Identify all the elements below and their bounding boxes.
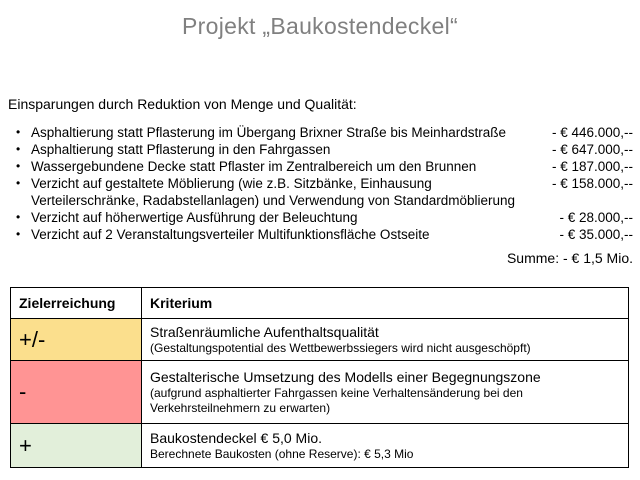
rating-table <box>10 287 629 468</box>
criterion-text: Straßenräumliche Aufenthaltsqualität <box>150 324 379 340</box>
table-row <box>11 424 629 468</box>
savings-bullet-list <box>8 124 633 243</box>
bullet-text: Wassergebundene Decke statt Pflaster im Zentralbereich um den Brunnen <box>31 159 477 174</box>
column-header-kriterium: Kriterium <box>142 288 629 319</box>
list-item <box>8 209 633 226</box>
table-row <box>11 361 629 424</box>
bullet-icon: • <box>16 125 21 139</box>
criterion-note: (aufgrund asphaltierter Fahrgassen keine Verhaltensänderung bei den Verkehrsteilnehmern zu erwarten) <box>150 386 523 415</box>
bullet-amount: - € 28.000,-- <box>559 210 633 225</box>
bullet-text: Verzicht auf 2 Veranstaltungsverteiler Multifunktionsfläche Ostseite <box>31 227 430 242</box>
rating-cell-negative: - <box>11 361 142 424</box>
criterion-note: Berechnete Baukosten (ohne Reserve): € 5,3 Mio <box>150 447 414 461</box>
bullet-amount: - € 35.000,-- <box>559 227 633 242</box>
bullet-icon: • <box>16 176 21 190</box>
bullet-text: Asphaltierung statt Pflasterung im Übergang Brixner Straße bis Meinhardstraße <box>31 125 506 140</box>
bullet-icon: • <box>16 142 21 156</box>
bullet-icon: • <box>16 210 21 224</box>
criterion-cell <box>142 424 629 468</box>
bullet-text: Asphaltierung statt Pflasterung in den Fahrgassen <box>31 142 331 157</box>
bullet-amount: - € 446.000,-- <box>551 125 633 140</box>
criterion-text: Gestalterische Umsetzung des Modells einer Begegnungszone <box>150 369 541 385</box>
bullet-amount: - € 647.000,-- <box>551 142 633 157</box>
criterion-cell <box>142 319 629 361</box>
slide-title: Projekt „Baukostendeckel“ <box>182 13 458 39</box>
bullet-icon: • <box>16 227 21 241</box>
criterion-text: Baukostendeckel € 5,0 Mio. <box>150 430 322 446</box>
list-item <box>8 158 633 175</box>
criterion-cell <box>142 361 629 424</box>
list-item <box>8 141 633 158</box>
bullet-amount: - € 187.000,-- <box>551 159 633 174</box>
list-item <box>8 124 633 141</box>
criterion-note: (Gestaltungspotential des Wettbewerbssiegers wird nicht ausgeschöpft) <box>150 341 531 355</box>
list-item <box>8 226 633 243</box>
intro-line: Einsparungen durch Reduktion von Menge und Qualität: <box>8 96 357 112</box>
bullet-icon: • <box>16 159 21 173</box>
bullet-text: Verzicht auf gestaltete Möblierung (wie z.B. Sitzbänke, Einhausung Verteilerschränke, Radabstellanlagen) und Verwendung von Standardmöblierung <box>31 176 516 208</box>
bullet-text: Verzicht auf höherwertige Ausführung der Beleuchtung <box>31 210 358 225</box>
table-header-row <box>11 288 629 319</box>
sum-total: Summe: - € 1,5 Mio. <box>506 250 633 266</box>
rating-cell-positive: + <box>11 424 142 468</box>
table-row <box>11 319 629 361</box>
rating-cell-neutral: +/- <box>11 319 142 361</box>
column-header-zielerreichung: Zielerreichung <box>11 288 142 319</box>
bullet-amount: - € 158.000,-- <box>551 176 633 191</box>
list-item <box>8 175 633 209</box>
